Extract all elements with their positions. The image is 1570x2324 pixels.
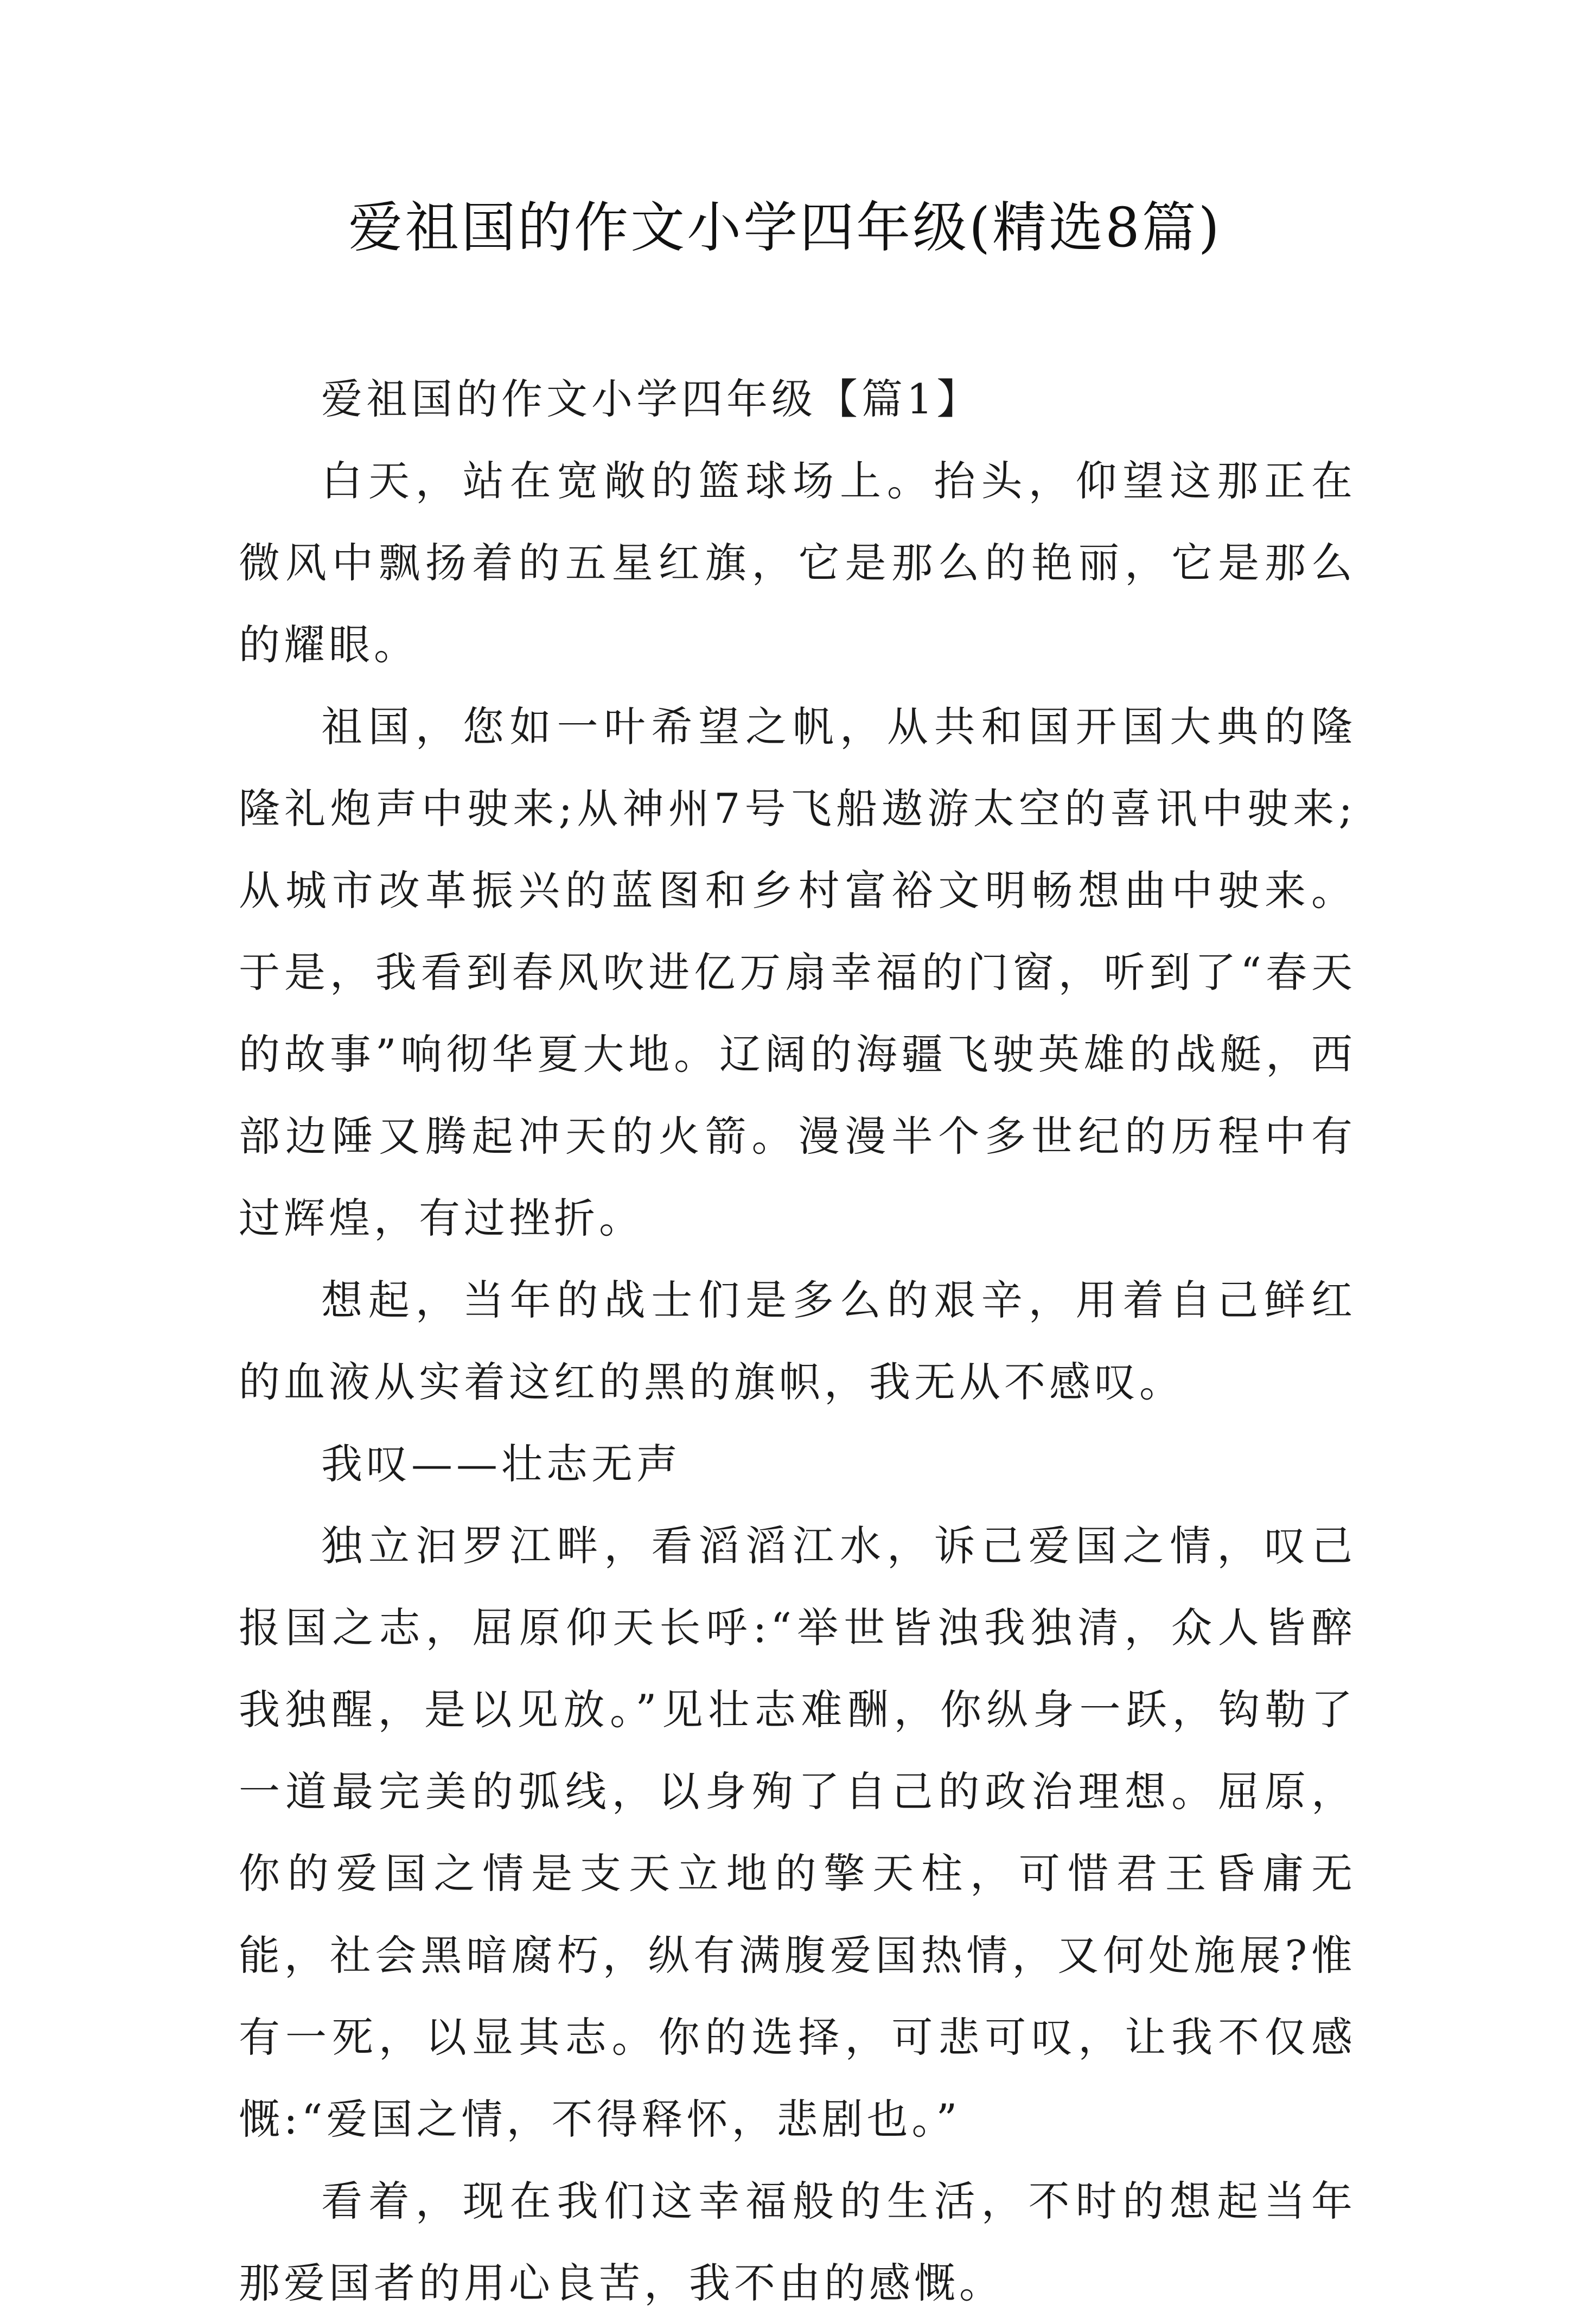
paragraph: 白天，站在宽敞的篮球场上。抬头，仰望这那正在微风中飘扬着的五星红旗，它是那么的艳丽，它是那么的耀眼。 — [239, 457, 1356, 669]
document-body — [239, 358, 1356, 2324]
paragraph: 独立汩罗江畔，看滔滔江水，诉己爱国之情，叹己报国之志，屈原仰天长呼:“举世皆浊我独清，众人皆醉我独醒，是以见放。”见壮志难酬，你纵身一跃，钩勒了一道最完美的弧线，以身殉了自己的政治理想。屈原，你的爱国之情是支天立地的擎天柱，可惜君王昏庸无能，社会黑暗腐朽，纵有满腹爱国热情，又何处施展?惟有一死，以显其志。你的选择，可悲可叹，让我不仅感慨:“爱国之情，不得释怀，悲剧也。” — [239, 1522, 1356, 2143]
paragraph: 祖国，您如一叶希望之帆，从共和国开国大典的隆隆礼炮声中驶来;从神州7号飞船遨游太空的喜讯中驶来;从城市改革振兴的蓝图和乡村富裕文明畅想曲中驶来。于是，我看到春风吹进亿万扇幸福的门窗，听到了“春天的故事”响彻华夏大地。辽阔的海疆飞驶英雄的战艇，西部边陲又腾起冲天的火箭。漫漫半个多世纪的历程中有过辉煌，有过挫折。 — [239, 703, 1356, 1242]
document-title: 爱祖国的作文小学四年级(精选8篇) — [348, 196, 1222, 259]
paragraph: 我叹——壮志无声 — [321, 1440, 681, 1488]
section-heading: 爱祖国的作文小学四年级【篇1】 — [321, 375, 982, 423]
paragraph: 看着，现在我们这幸福般的生活，不时的想起当年那爱国者的用心良苦，我不由的感慨。 — [239, 2177, 1356, 2307]
paragraph: 想起，当年的战士们是多么的艰辛，用着自己鲜红的血液从实着这红的黑的旗帜，我无从不感叹。 — [239, 1276, 1356, 1406]
